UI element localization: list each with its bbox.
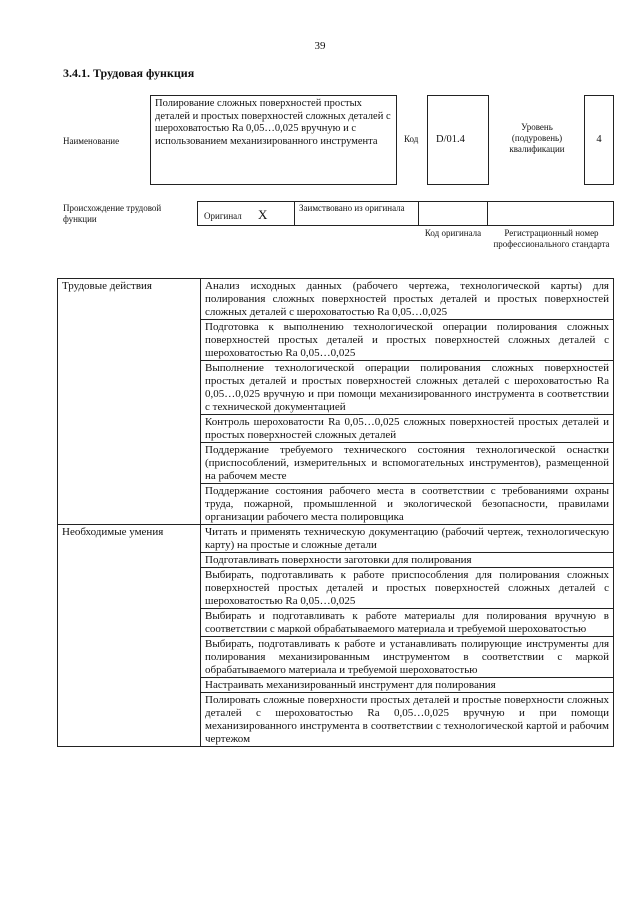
table-cell: Поддержание требуемого технического состояния технологической оснастки (приспособлений, измерительных и вспомогательных инструментов), размещенной на рабочем месте xyxy=(201,443,614,484)
table-cell: Выбирать и подготавливать к работе материалы для полирования вручную в соответствии с маркой обрабатываемого материала и требуемой шероховатостью xyxy=(201,609,614,637)
name-label: Наименование xyxy=(63,136,120,146)
table-cell: Подготовка к выполнению технологической операции полирования сложных поверхностей простых деталей и простых поверхностей сложных деталей с шероховатостью Ra 0,05…0,025 xyxy=(201,320,614,361)
section-title: 3.4.1. Трудовая функция xyxy=(63,66,195,80)
table-cell: Выбирать, подготавливать к работе приспособления для полирования сложных поверхностей простых деталей и простых поверхностей сложных деталей с шероховатостью Ra 0,05…0,025 xyxy=(201,568,614,609)
table-cell: Контроль шероховатости Ra 0,05…0,025 сложных поверхностей простых деталей и простых поверхностей сложных деталей xyxy=(201,415,614,443)
function-name: Полирование сложных поверхностей простых деталей и простых поверхностей сложных деталей с шероховатостью Ra 0,05…0,025 вручную и с использованием механизированного инструмента xyxy=(155,98,391,147)
table-cell: Выполнение технологической операции полирования сложных поверхностей простых деталей и простых поверхностей сложных деталей с шероховатостью Ra 0,05…0,025 вручную и при помощи механизированного инструмента в соответствии с технической документацией xyxy=(201,361,614,415)
function-table xyxy=(57,278,614,747)
level-value: 4 xyxy=(596,134,602,145)
table-row xyxy=(58,279,614,320)
reg-number-box xyxy=(487,201,614,226)
original-label: Оригинал xyxy=(204,211,242,221)
original-mark: X xyxy=(257,207,268,222)
table-cell: Полировать сложные поверхности простых деталей и простые поверхности сложных деталей с шероховатостью Ra 0,05…0,025 вручную и при помощи механизированного инструмента в соответствии с технологической картой и рабочим чертежом xyxy=(201,693,614,747)
original-box xyxy=(197,201,295,226)
row-label: Необходимые умения xyxy=(58,525,201,747)
table-cell: Выбирать, подготавливать к работе и устанавливать полирующие инструменты для полирования механизированным инструментом в соответствии с маркой обрабатываемого материала и требуемой шероховатостью xyxy=(201,637,614,678)
table-cell: Поддержание состояния рабочего места в соответствии с требованиями охраны труда, пожарной, промышленной и экологической безопасности, правилами организации рабочего места полировщика xyxy=(201,484,614,525)
row-label: Трудовые действия xyxy=(58,279,201,525)
table-row xyxy=(58,525,614,553)
level-label: Уровень (подуровень) квалификации xyxy=(509,122,565,154)
page-number: 39 xyxy=(314,40,326,52)
code-original-box xyxy=(418,201,488,226)
code-label: Код xyxy=(404,134,419,144)
borrowed-label: Заимствовано из оригинала xyxy=(299,203,405,213)
borrowed-box xyxy=(294,201,419,226)
code-original-label: Код оригинала xyxy=(424,228,482,238)
level-box xyxy=(584,95,614,185)
code-value: D/01.4 xyxy=(436,134,465,145)
reg-number-label: Регистрационный номер профессионального стандарта xyxy=(493,228,610,249)
function-name-box xyxy=(150,95,397,185)
table-cell: Читать и применять техническую документацию (рабочий чертеж, технологическую карту) на простые и сложные детали xyxy=(201,525,614,553)
table-cell: Настраивать механизированный инструмент для полирования xyxy=(201,678,614,693)
table-cell: Подготавливать поверхности заготовки для полирования xyxy=(201,553,614,568)
code-box xyxy=(427,95,489,185)
table-cell: Анализ исходных данных (рабочего чертежа, технологической карты) для полирования сложных поверхностей простых деталей и простых поверхностей сложных деталей с шероховатостью Ra 0,05…0,025 xyxy=(201,279,614,320)
origin-label: Происхождение трудовой функции xyxy=(63,203,162,224)
